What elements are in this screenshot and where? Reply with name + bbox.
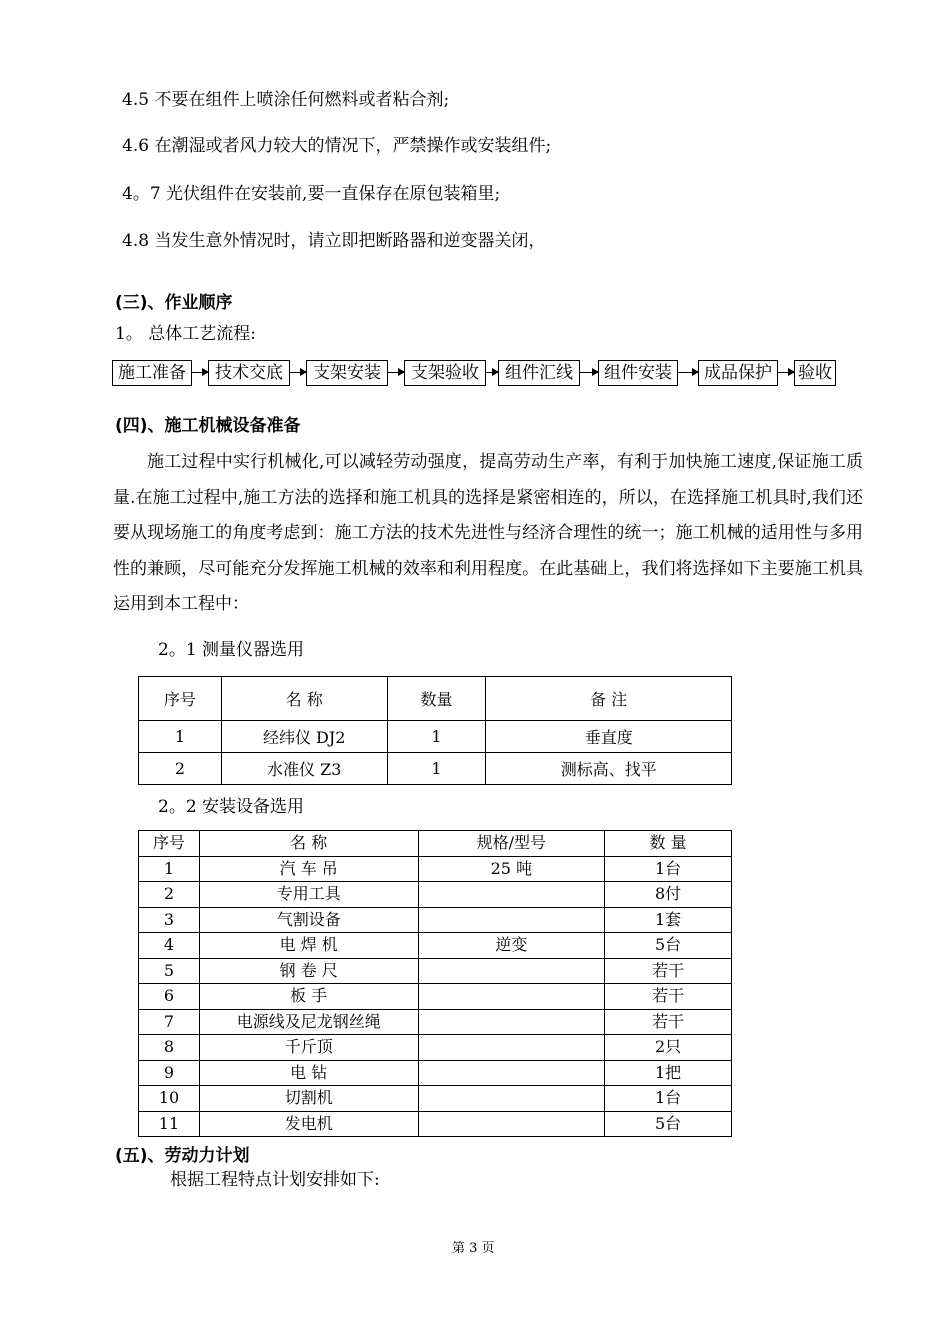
- table-header: 备 注: [486, 677, 732, 721]
- section-heading: (五)、劳动力计划: [115, 1146, 250, 1166]
- table-title: 2。1 测量仪器选用: [158, 640, 305, 660]
- table-cell: 25 吨: [418, 856, 605, 882]
- table-cell: 发电机: [199, 1111, 418, 1137]
- table-row: [139, 1009, 732, 1035]
- table-header: 序号: [139, 677, 222, 721]
- body-text: 根据工程特点计划安排如下:: [170, 1170, 380, 1190]
- table-cell: 7: [139, 1009, 200, 1035]
- section-heading: (三)、作业顺序: [115, 293, 233, 313]
- note-item: 4。7 光伏组件在安装前,要一直保存在原包装箱里;: [122, 184, 501, 204]
- flow-arrow: [486, 372, 498, 373]
- table-cell: 千斤顶: [199, 1035, 418, 1061]
- installation-equipment-table: [138, 830, 732, 1137]
- table-cell: 4: [139, 933, 200, 959]
- table-cell: 若干: [605, 984, 732, 1010]
- note-item: 4.8 当发生意外情况时，请立即把断路器和逆变器关闭，: [122, 231, 546, 251]
- table-cell: 5台: [605, 933, 732, 959]
- table-title: 2。2 安装设备选用: [158, 797, 305, 817]
- table-cell: 1: [139, 721, 222, 753]
- flow-step: 组件汇线: [498, 360, 580, 386]
- table-cell: 板 手: [199, 984, 418, 1010]
- table-cell: 切割机: [199, 1086, 418, 1112]
- flow-step: 施工准备: [112, 360, 192, 386]
- table-row: [139, 933, 732, 959]
- table-row: [139, 1111, 732, 1137]
- table-header: 名 称: [199, 831, 418, 857]
- table-cell: 电源线及尼龙钢丝绳: [199, 1009, 418, 1035]
- flow-arrow: [388, 372, 404, 373]
- table-cell: 电 钻: [199, 1060, 418, 1086]
- table-row: [139, 721, 732, 753]
- table-header: 序号: [139, 831, 200, 857]
- flow-step: 支架验收: [404, 360, 486, 386]
- note-item: 4.6 在潮湿或者风力较大的情况下，严禁操作或安装组件;: [122, 136, 552, 156]
- flow-arrow: [580, 372, 598, 373]
- table-cell: 电 焊 机: [199, 933, 418, 959]
- table-cell: [418, 882, 605, 908]
- table-cell: 1: [139, 856, 200, 882]
- note-item: 4.5 不要在组件上喷涂任何燃料或者粘合剂;: [122, 90, 450, 110]
- table-cell: 8付: [605, 882, 732, 908]
- flow-step: 技术交底: [208, 360, 290, 386]
- table-cell: [418, 1009, 605, 1035]
- table-cell: 2只: [605, 1035, 732, 1061]
- table-cell: [418, 1086, 605, 1112]
- table-cell: 逆变: [418, 933, 605, 959]
- table-row: [139, 984, 732, 1010]
- table-cell: 气割设备: [199, 907, 418, 933]
- table-cell: 若干: [605, 958, 732, 984]
- table-cell: 1台: [605, 1086, 732, 1112]
- table-cell: 1: [387, 753, 486, 785]
- flow-step: 组件安装: [598, 360, 678, 386]
- table-cell: 9: [139, 1060, 200, 1086]
- flow-arrow: [678, 372, 698, 373]
- table-cell: 5: [139, 958, 200, 984]
- table-header: 数 量: [605, 831, 732, 857]
- flow-step: 支架安装: [306, 360, 388, 386]
- table-cell: 测标高、找平: [486, 753, 732, 785]
- table-cell: 5台: [605, 1111, 732, 1137]
- table-cell: 汽 车 吊: [199, 856, 418, 882]
- table-row: [139, 1086, 732, 1112]
- table-cell: 垂直度: [486, 721, 732, 753]
- table-row: [139, 882, 732, 908]
- table-cell: 6: [139, 984, 200, 1010]
- table-cell: 水准仪 Z3: [221, 753, 387, 785]
- flow-step: 成品保护: [698, 360, 778, 386]
- table-cell: 3: [139, 907, 200, 933]
- table-cell: 经纬仪 DJ2: [221, 721, 387, 753]
- table-cell: 8: [139, 1035, 200, 1061]
- table-cell: 1套: [605, 907, 732, 933]
- table-header-row: [139, 831, 732, 857]
- table-cell: 若干: [605, 1009, 732, 1035]
- table-cell: 10: [139, 1086, 200, 1112]
- table-cell: [418, 1035, 605, 1061]
- table-row: [139, 753, 732, 785]
- table-row: [139, 1035, 732, 1061]
- body-paragraph: 施工过程中实行机械化,可以减轻劳动强度，提高劳动生产率，有利于加快施工速度,保证施工质量.在施工过程中,施工方法的选择和施工机具的选择是紧密相连的，所以，在选择施工机具时,我们还要从现场施工的角度考虑到：施工方法的技术先进性与经济合理性的统一；施工机械的适用性与多用性的兼顾，尽可能充分发挥施工机械的效率和利用程度。在此基础上，我们将选择如下主要施工机具运用到本工程中：: [113, 452, 863, 614]
- flow-step: 验收: [794, 360, 836, 386]
- flow-arrow: [192, 372, 208, 373]
- table-cell: [418, 1111, 605, 1137]
- table-cell: 钢 卷 尺: [199, 958, 418, 984]
- table-row: [139, 1060, 732, 1086]
- table-cell: 1: [387, 721, 486, 753]
- table-row: [139, 958, 732, 984]
- table-cell: [418, 984, 605, 1010]
- table-header: 规格/型号: [418, 831, 605, 857]
- flow-subheading: 1。 总体工艺流程:: [115, 324, 256, 344]
- section-heading: (四)、施工机械设备准备: [115, 416, 301, 436]
- table-cell: 1台: [605, 856, 732, 882]
- table-header-row: [139, 677, 732, 721]
- table-cell: [418, 907, 605, 933]
- table-cell: 11: [139, 1111, 200, 1137]
- flow-arrow: [290, 372, 306, 373]
- table-cell: 2: [139, 882, 200, 908]
- table-header: 名 称: [221, 677, 387, 721]
- page-number: 第 3 页: [452, 1241, 495, 1256]
- table-row: [139, 907, 732, 933]
- table-cell: 专用工具: [199, 882, 418, 908]
- flow-arrow: [778, 372, 794, 373]
- table-cell: 2: [139, 753, 222, 785]
- survey-instruments-table: [138, 676, 732, 785]
- table-cell: [418, 1060, 605, 1086]
- table-cell: 1把: [605, 1060, 732, 1086]
- table-cell: [418, 958, 605, 984]
- table-row: [139, 856, 732, 882]
- table-header: 数量: [387, 677, 486, 721]
